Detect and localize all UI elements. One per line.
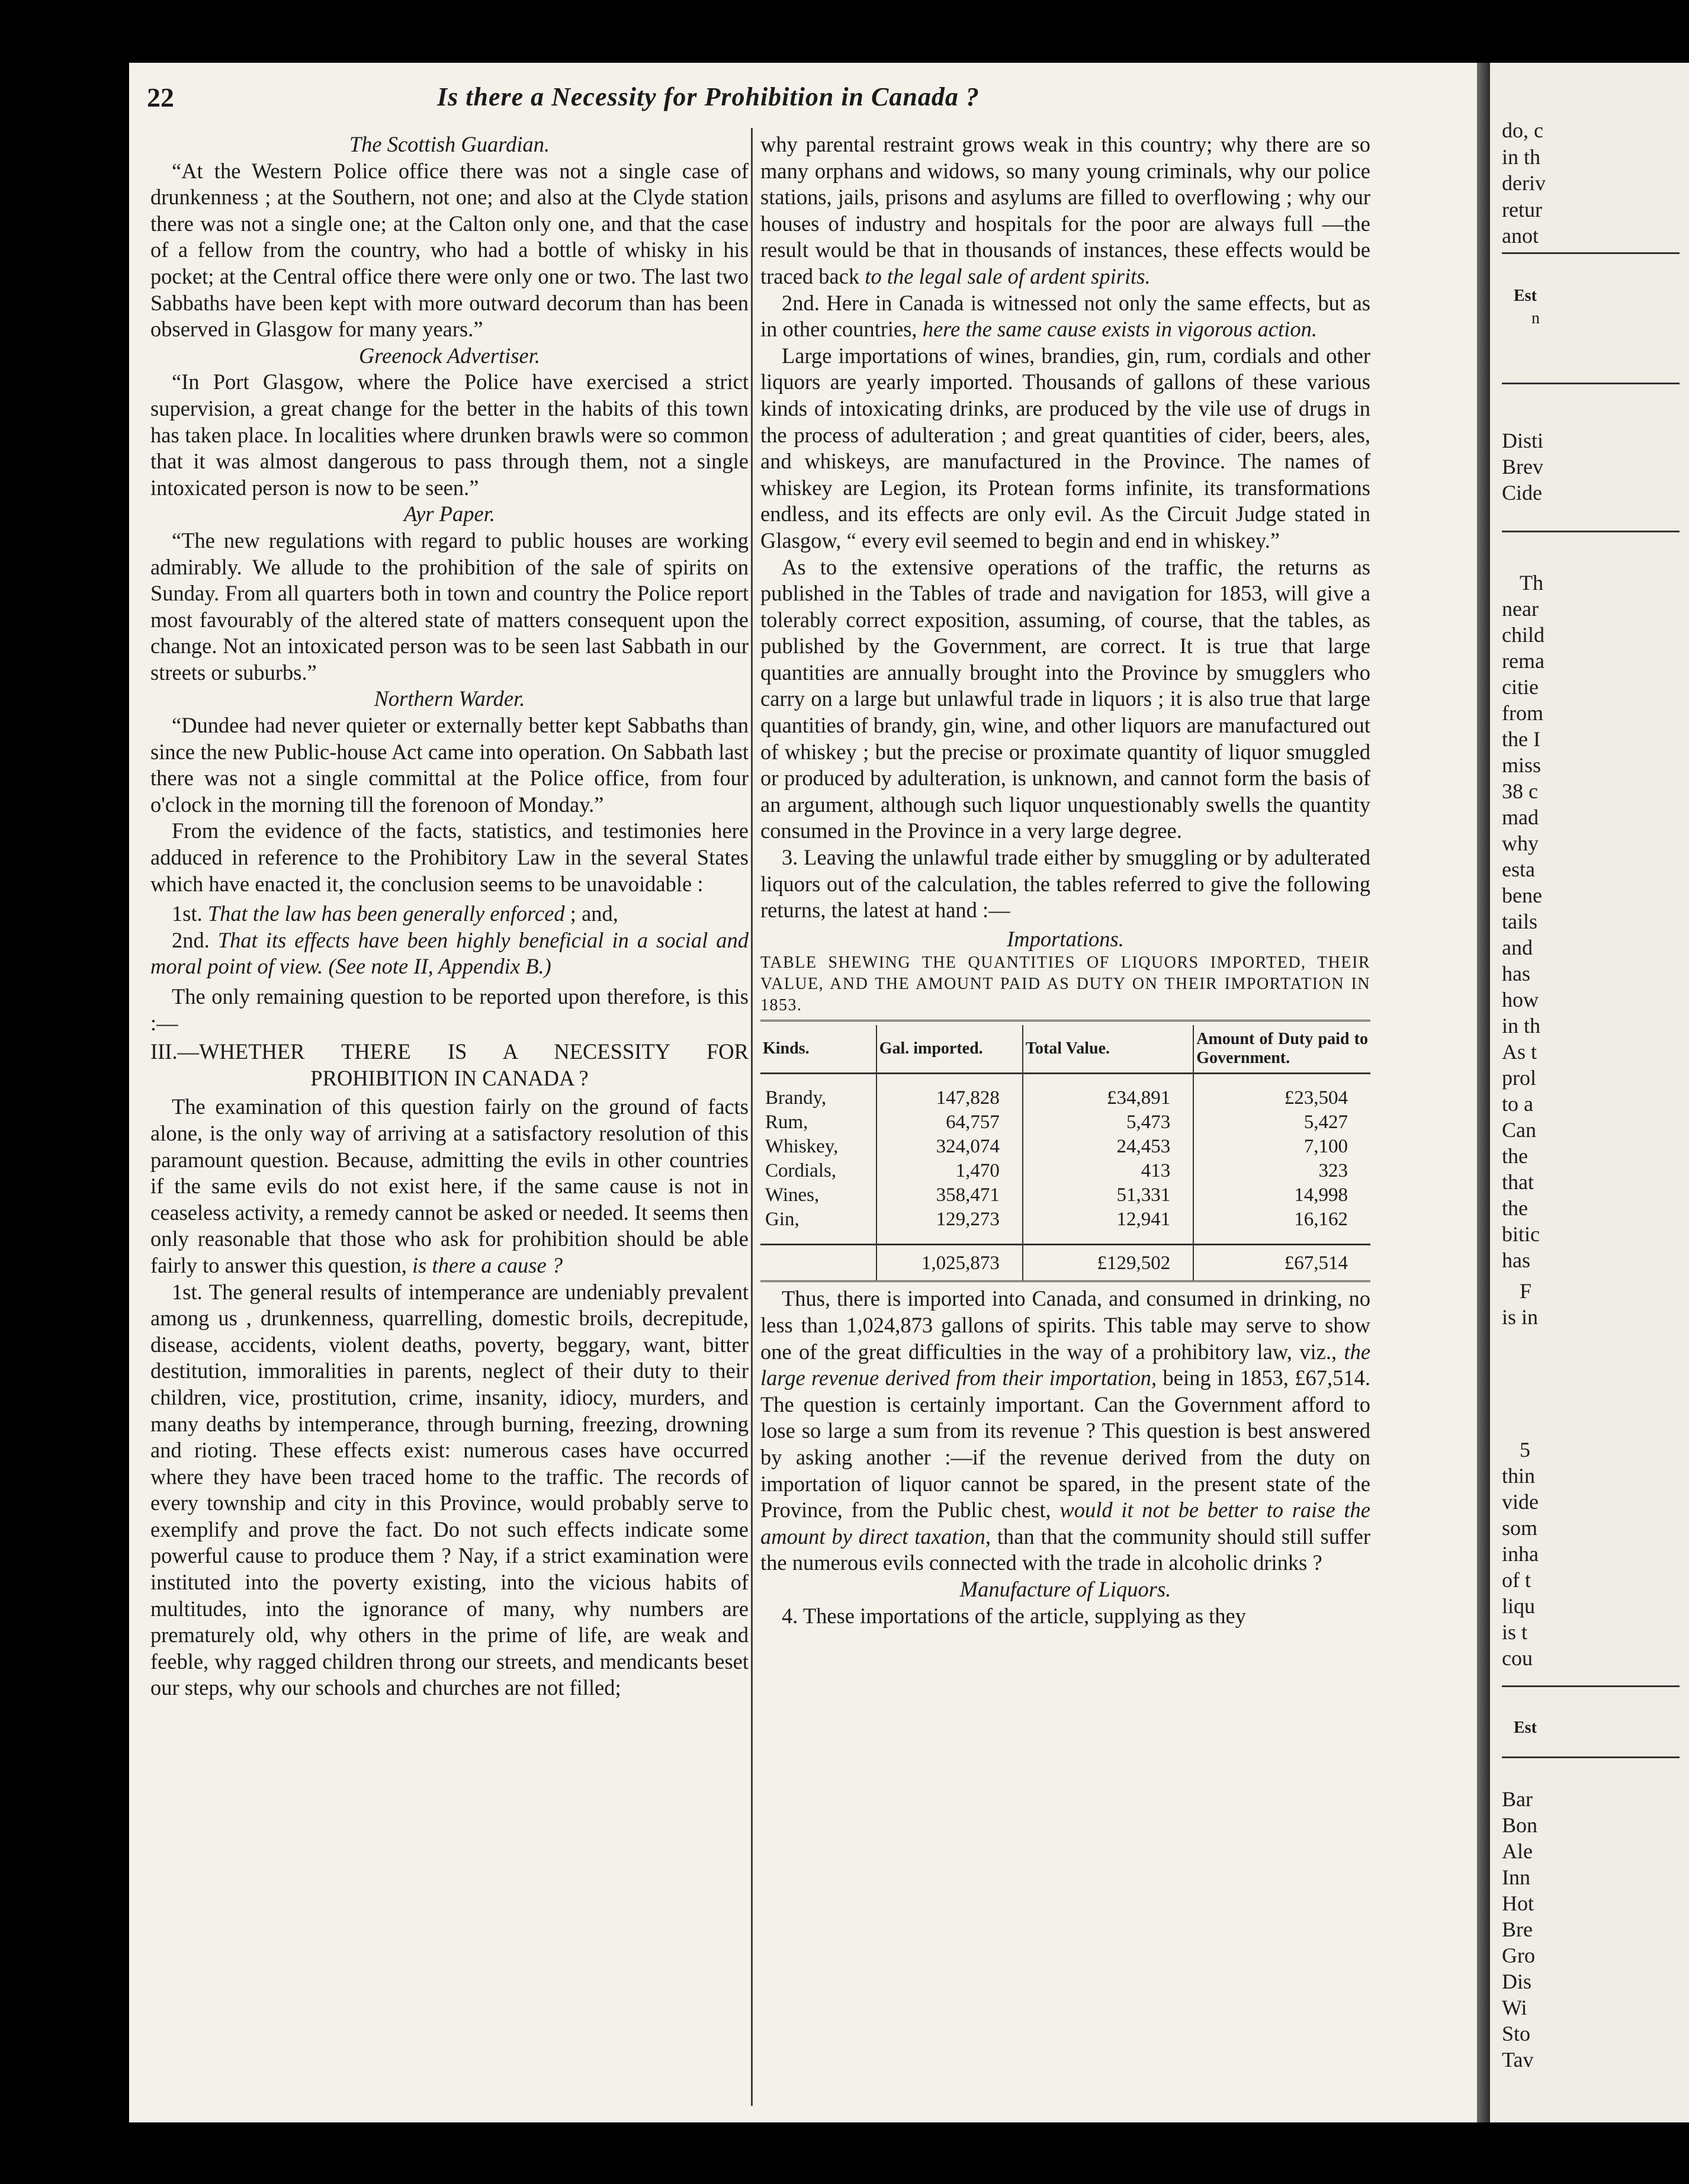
- quote-scottish-guardian: “At the Western Police office there was not a single case of drunkenness ; at the Southern, not one; and also at the Clyde station there was not a single one; at the Calton only one, and that the case of a fellow from the country, who had a bottle of whisky in his pocket; at the Central office there were only one or two. The last two Sabbaths have been kept with more outward decorum than has been observed in Glasgow for many years.”: [150, 158, 749, 342]
- fragment-line: to a: [1502, 1092, 1533, 1116]
- column-divider: [751, 128, 753, 2106]
- table-row: [760, 1183, 1370, 1207]
- source-scottish-guardian: The Scottish Guardian.: [349, 132, 550, 156]
- fragment-line: in th: [1502, 145, 1541, 169]
- fragment-line: tails: [1502, 910, 1537, 933]
- paragraph-continued: [760, 131, 1370, 290]
- fragment-line: thin: [1502, 1464, 1536, 1488]
- fragment-line: the I: [1502, 727, 1540, 751]
- fragment-rule: [1502, 383, 1680, 384]
- cell-total-value: £129,502: [1023, 1245, 1193, 1281]
- fragment-line: has: [1502, 962, 1530, 985]
- cell-gallons: 64,757: [876, 1110, 1023, 1135]
- fragment-line: bene: [1502, 884, 1542, 907]
- fragment-line: miss: [1502, 753, 1542, 777]
- quote-ayr-paper: “The new regulations with regard to public houses are working admirably. We allude to the prohibition of the sale of spirits on Sunday. From all quarters both in town and country the Police report most favourably of the altered state of matters consequent upon the change. Not an intoxicated person was to be seen last Sabbath in our streets or suburbs.”: [150, 528, 749, 685]
- fragment-line: Est: [1514, 287, 1537, 305]
- cell-gallons: 358,471: [876, 1183, 1023, 1207]
- fragment-line: Dis: [1502, 1970, 1532, 1993]
- cell-value: 51,331: [1023, 1183, 1193, 1207]
- cell-kind: Cordials,: [765, 1160, 837, 1182]
- cell-duty: 323: [1193, 1159, 1370, 1183]
- fragment-line: bitic: [1502, 1222, 1540, 1246]
- fragment-line: F: [1520, 1279, 1532, 1303]
- section-heading: [150, 1039, 749, 1091]
- cell-value: 5,473: [1023, 1110, 1193, 1135]
- paragraph-importations: Large importations of wines, brandies, gin, rum, cordials and other liquors are yearly imported. Thousands of gallons of these various kinds of intoxicating drinks, are produced by the vile use of drugs in the process of adulteration ; and great quantities of cider, beers, ales, and whiskeys, are manufactured in the Province. The names of whiskey are Legion, its Protean forms infinite, its transformations endless, and its effects are only evil. As the Circuit Judge stated in Glasgow, “ every evil seemed to begin and end in whiskey.”: [760, 343, 1370, 553]
- cell-duty: 5,427: [1193, 1110, 1370, 1135]
- fragment-line: deriv: [1502, 171, 1546, 195]
- cell-kind: Gin,: [765, 1209, 799, 1231]
- paragraph-thus-emphasis: the large revenue derived from their importation,: [760, 1339, 1371, 1390]
- paragraph-traffic: As to the extensive operations of the traffic, the returns as published in the Tables of trade and navigation for 1853, will give a tolerably correct exposition, assuming, of course, that the tables, as published by the Government, are correct. It is true that large quantities are annually brought into the Province by smugglers who carry on a large but unlawful trade in liquors ; it is also true that large quantities of brandy, gin, wine, and other liquors are manufactured out of whiskey ; but the precise or proximate quantity of liquor smuggled or produced by adulteration, is unknown, and cannot form the basis of an argument, although such liquor unquestionably swells the quantity consumed in the Province in a very large degree.: [760, 554, 1370, 843]
- conclusion-first-text: That the law has been generally enforced: [207, 901, 565, 926]
- fragment-line: in th: [1502, 1014, 1541, 1038]
- fragment-line: citie: [1502, 675, 1539, 699]
- fragment-line: retur: [1502, 198, 1542, 221]
- conclusion-first-number: 1st.: [172, 901, 203, 926]
- cell-total-duty: £67,514: [1193, 1245, 1370, 1281]
- table-spacer: [760, 1232, 1370, 1245]
- page-header: [147, 77, 1459, 124]
- fragment-line: and: [1502, 936, 1533, 959]
- header-kinds: Kinds.: [760, 1025, 876, 1074]
- page-number: 22: [147, 82, 174, 113]
- table-row: [760, 1135, 1370, 1159]
- conclusion-first-suffix: ; and,: [570, 901, 618, 926]
- cell-kind: Rum,: [765, 1112, 808, 1133]
- running-title: Is there a Necessity for Prohibition in Canada ?: [437, 82, 980, 111]
- cell-duty: 14,998: [1193, 1183, 1370, 1207]
- fragment-line: As t: [1502, 1040, 1537, 1064]
- table-row: [760, 1110, 1370, 1135]
- paragraph-examination-text: The examination of this question fairly on the ground of facts alone, is the only way of arriving at a satisfactory resolution of this paramount question. Because, admitting the evils in other countries if the same evils do not exist here, if the same cause is not in ceaseless activity, a remedy cannot be asked or needed. It seems then only reasonable that those who ask for prohibition should be able fairly to answer this question,: [150, 1094, 749, 1277]
- right-column: [760, 131, 1370, 1629]
- table-header-row: [760, 1025, 1370, 1074]
- table-top-rule: [760, 1020, 1370, 1025]
- paragraph-thus-emphasis-2: would it not be better to raise the amount by direct taxation,: [760, 1498, 1370, 1549]
- fragment-line: why: [1502, 831, 1539, 855]
- fragment-line: Th: [1520, 571, 1543, 595]
- fragment-line: anot: [1502, 224, 1539, 248]
- fragment-line: Wi: [1502, 1996, 1527, 2019]
- table-bottom-rule: [760, 1280, 1370, 1286]
- table-totals-row: [760, 1245, 1370, 1281]
- fragment-line: Cide: [1502, 481, 1542, 505]
- cell-duty: 7,100: [1193, 1135, 1370, 1159]
- paragraph-thus-middle: being in 1853, £67,514. The question is certainly important. Can the Government afford to lose so large a sum from its revenue ? This question is best answered by asking another :—if the revenue derived from the duty on importation of liquor cannot be spared, in the present state of the Province, from the Public chest,: [760, 1366, 1371, 1523]
- fragment-line: Ale: [1502, 1839, 1533, 1863]
- document-page: [129, 63, 1477, 2122]
- liquor-import-table: [760, 1025, 1370, 1280]
- fragment-line: the: [1502, 1144, 1528, 1168]
- cell-duty: £23,504: [1193, 1086, 1370, 1110]
- section-heading-line1: III.—WHETHER THERE IS A NECESSITY FOR: [150, 1039, 749, 1064]
- fragment-line: Brev: [1502, 455, 1543, 478]
- manufacture-heading: Manufacture of Liquors.: [959, 1576, 1171, 1601]
- conclusion-second-text: That its effects have been highly beneficial in a social and moral point of view.: [150, 927, 749, 979]
- fragment-line: inha: [1502, 1542, 1539, 1566]
- paragraph-thus: [760, 1286, 1370, 1576]
- fragment-line: do, c: [1502, 118, 1543, 142]
- paragraph-thus-text: Thus, there is imported into Canada, and consumed in drinking, no less than 1,024,873 gallons of spirits. This table may serve to show one of the great difficulties in the way of a prohibitory law, viz.,: [760, 1286, 1370, 1364]
- cell-total-label: [760, 1245, 876, 1281]
- cell-kind: Wines,: [765, 1184, 820, 1206]
- fragment-rule: [1502, 252, 1680, 254]
- fragment-line: Disti: [1502, 429, 1544, 452]
- paragraph-examination-question: is there a cause ?: [412, 1252, 563, 1277]
- left-column: [150, 131, 749, 1701]
- cell-gallons: 129,273: [876, 1207, 1023, 1232]
- cell-value: 24,453: [1023, 1135, 1193, 1159]
- section-heading-line2: PROHIBITION IN CANADA ?: [310, 1065, 589, 1090]
- fragment-line: of t: [1502, 1568, 1531, 1592]
- adjacent-page-fragment: [1490, 63, 1689, 2122]
- fragment-line: is t: [1502, 1620, 1528, 1644]
- importations-heading: Importations.: [1007, 926, 1124, 951]
- fragment-line: som: [1502, 1516, 1538, 1540]
- table-row: [760, 1159, 1370, 1183]
- fragment-line: Inn: [1502, 1865, 1530, 1889]
- fragment-line: Bar: [1502, 1787, 1533, 1811]
- cell-duty: 16,162: [1193, 1207, 1370, 1232]
- fragment-line: Bon: [1502, 1813, 1538, 1837]
- cell-value: £34,891: [1023, 1086, 1193, 1110]
- fragment-line: is in: [1502, 1305, 1539, 1329]
- paragraph-continued-text: why parental restraint grows weak in this country; why there are so many orphans and widows, so many young criminals, why our police stations, jails, prisons and asylums are filled to overflowing ; why our houses of industry and hospitals for the poor are always full —the result would be that in thousands of instances, these effects would be traced back: [760, 132, 1370, 288]
- fragment-line: has: [1502, 1248, 1530, 1272]
- cell-value: 12,941: [1023, 1207, 1193, 1232]
- fragment-line: cou: [1502, 1646, 1533, 1670]
- fragment-line: the: [1502, 1196, 1528, 1220]
- fragment-line: Gro: [1502, 1944, 1535, 1967]
- fragment-line: mad: [1502, 805, 1539, 829]
- cell-value: 413: [1023, 1159, 1193, 1183]
- table-spacer: [760, 1074, 1370, 1087]
- fragment-line: near: [1502, 597, 1539, 621]
- fragment-line: Tav: [1502, 2048, 1534, 2071]
- table-row: [760, 1086, 1370, 1110]
- fragment-line: n: [1531, 309, 1540, 327]
- fragment-line: Sto: [1502, 2022, 1531, 2045]
- header-total-value: Total Value.: [1023, 1025, 1193, 1074]
- table-caption: TABLE SHEWING THE QUANTITIES OF LIQUORS IMPORTED, THEIR VALUE, AND THE AMOUNT PAID AS DUTY ON THEIR IMPORTATION IN 1853.: [760, 953, 1370, 1015]
- quote-northern-warder: “Dundee had never quieter or externally better kept Sabbaths than since the new Public-house Act came into operation. On Sabbath last there was not a single committal at the Police office, from four o'clock in the morning till the forenoon of Monday.”: [150, 713, 749, 817]
- fragment-line: prol: [1502, 1066, 1536, 1090]
- fragment-line: how: [1502, 988, 1539, 1011]
- fragment-line: Can: [1502, 1118, 1536, 1142]
- quote-greenock-advertiser: “In Port Glasgow, where the Police have exercised a strict supervision, a great change for the better in the habits of this town has taken place. In localities where drunken brawls were so common that it was almost dangerous to pass through them, not a single intoxicated person is now to be seen.”: [150, 370, 749, 500]
- fragment-line: 5: [1520, 1438, 1530, 1462]
- fragment-line: esta: [1502, 857, 1535, 881]
- fragment-rule: [1502, 1756, 1680, 1758]
- conclusion-second-number: 2nd.: [172, 927, 210, 952]
- conclusion-first: [150, 901, 749, 927]
- paragraph-continued-emphasis: to the legal sale of ardent spirits.: [865, 264, 1151, 288]
- paragraph-third: 3. Leaving the unlawful trade either by smuggling or by adulterated liquors out of the calculation, the tables referred to give the following returns, the latest at hand :—: [760, 845, 1370, 923]
- fragment-line: that: [1502, 1170, 1534, 1194]
- conclusion-second: [150, 927, 749, 980]
- fragment-line: Bre: [1502, 1918, 1533, 1941]
- page-gutter: [1477, 63, 1490, 2122]
- source-ayr-paper: Ayr Paper.: [403, 502, 496, 526]
- fragment-line: rema: [1502, 649, 1544, 673]
- paragraph-second: [760, 290, 1370, 343]
- header-gallons: Gal. imported.: [876, 1025, 1023, 1074]
- paragraph-evidence: From the evidence of the facts, statistics, and testimonies here adduced in reference to the Prohibitory Law in the several States which have enacted it, the conclusion seems to be unavoidable :: [150, 818, 749, 896]
- fragment-line: Est: [1514, 1719, 1537, 1737]
- fragment-rule: [1502, 531, 1680, 532]
- cell-kind: Whiskey,: [765, 1136, 839, 1158]
- fragment-line: 38 c: [1502, 779, 1538, 803]
- paragraph-remaining-question: The only remaining question to be reported upon therefore, is this :—: [150, 984, 749, 1035]
- paragraph-fourth: 4. These importations of the article, supplying as they: [782, 1603, 1246, 1628]
- fragment-line: vide: [1502, 1490, 1539, 1514]
- fragment-line: Hot: [1502, 1891, 1534, 1915]
- header-duty: Amount of Duty paid to Government.: [1193, 1025, 1370, 1074]
- paragraph-general-results: 1st. The general results of intemperance are undeniably prevalent among us , drunkenness, quarrelling, domestic broils, decrepitude, disease, accidents, violent deaths, poverty, beggary, want, bitter destitution, immoralities in parents, neglect of their duty to their children, vice, prostitution, crime, insanity, idiocy, murders, and many deaths by intemperance, through burning, freezing, drowning and rioting. These effects exist: numerous cases have occurred where they have been traced home to the traffic. The records of every township and city in this Province, would probably serve to exemplify and prove the fact. Do not such effects indicate some powerful cause to produce them ? Nay, if a strict examination were instituted into the poverty existing, into the vicious habits of multitudes, into the ignorance of many, why numbers are prematurely old, why others in the prime of life, are weak and feeble, why ragged children throng our streets, and mendicants beset our steps, why our schools and churches are not filled;: [150, 1279, 749, 1700]
- source-greenock-advertiser: Greenock Advertiser.: [358, 343, 541, 368]
- paragraph-second-text: 2nd. Here in Canada is witnessed not only the same effects, but as in other countries,: [760, 290, 1370, 342]
- fragment-line: liqu: [1502, 1594, 1536, 1618]
- cell-gallons: 324,074: [876, 1135, 1023, 1159]
- table-row: [760, 1207, 1370, 1232]
- paragraph-second-emphasis: here the same cause exists in vigorous action.: [922, 317, 1318, 342]
- source-northern-warder: Northern Warder.: [374, 686, 525, 711]
- fragment-line: from: [1502, 701, 1543, 725]
- cell-total-gallons: 1,025,873: [876, 1245, 1023, 1281]
- cell-kind: Brandy,: [765, 1087, 827, 1109]
- cell-gallons: 147,828: [876, 1086, 1023, 1110]
- paragraph-examination: [150, 1094, 749, 1279]
- cell-gallons: 1,470: [876, 1159, 1023, 1183]
- paragraph-thus-end: than that the community should still suffer the numerous evils connected with the trade in alcoholic drinks ?: [760, 1524, 1370, 1575]
- fragment-line: child: [1502, 623, 1544, 647]
- appendix-note: (See note II, Appendix B.): [328, 954, 551, 979]
- fragment-rule: [1502, 1685, 1680, 1687]
